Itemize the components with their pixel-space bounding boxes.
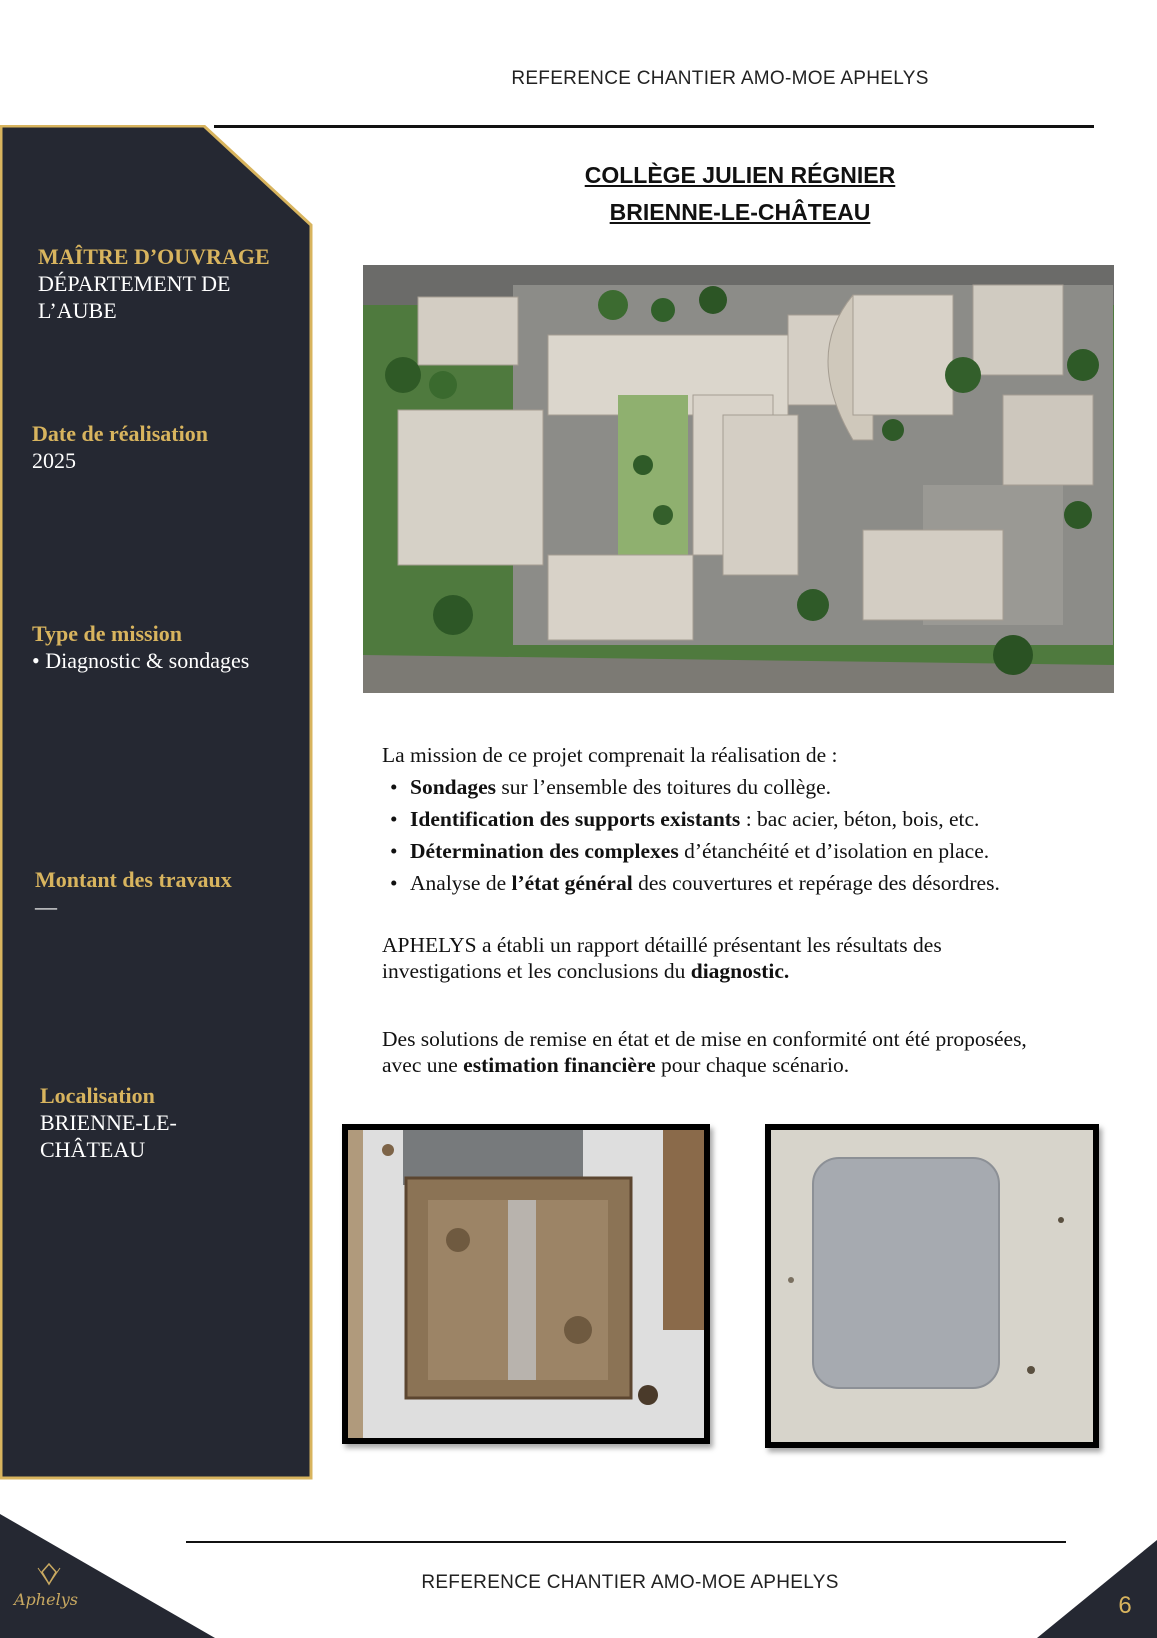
solutions-line-2-pre: avec une xyxy=(382,1053,464,1077)
list-item xyxy=(382,774,1102,800)
bullet-icon: • xyxy=(390,775,398,799)
sondage-photo xyxy=(342,1124,710,1444)
sidebar-shape xyxy=(0,125,314,1480)
montant-label: Montant des travaux xyxy=(35,867,232,892)
maitre-ouvrage-value-1: DÉPARTEMENT DE xyxy=(38,271,231,296)
report-line-2: investigations et les conclusions du xyxy=(382,959,691,983)
info-sidebar xyxy=(0,125,314,1480)
list-item-bold: l’état général xyxy=(511,871,633,895)
report-paragraph xyxy=(382,932,1102,984)
list-item-text: : bac acier, béton, bois, etc. xyxy=(740,807,980,831)
list-item xyxy=(382,838,1102,864)
title-line-2: BRIENNE-LE-CHÂTEAU xyxy=(609,199,871,225)
localisation-value-2: CHÂTEAU xyxy=(40,1137,146,1162)
localisation-label: Localisation xyxy=(40,1083,155,1108)
list-item-text: des couvertures et repérage des désordres. xyxy=(632,871,1000,895)
report-line-1: APHELYS a établi un rapport détaillé présentant les résultats des xyxy=(382,933,942,957)
solutions-line-1: Des solutions de remise en état et de mise en conformité ont été proposées, xyxy=(382,1027,1027,1051)
page-title xyxy=(480,157,1000,231)
mission-block xyxy=(32,620,249,674)
solutions-paragraph xyxy=(382,1026,1102,1078)
footer-title: REFERENCE CHANTIER AMO-MOE APHELYS xyxy=(421,1572,839,1593)
bullet-icon: • xyxy=(390,807,398,831)
report-bold: diagnostic. xyxy=(690,959,790,983)
solutions-bold: estimation financière xyxy=(463,1053,656,1077)
logo-text: Aphelys xyxy=(14,1590,78,1609)
list-item-text: d’étanchéité et d’isolation en place. xyxy=(678,839,990,863)
intro-text: La mission de ce projet comprenait la réalisation de : xyxy=(382,743,838,767)
footer-divider xyxy=(186,1541,1066,1543)
list-item-bold: Détermination des complexes xyxy=(410,839,679,863)
list-item-bold: Sondages xyxy=(410,775,497,799)
montant-value: — xyxy=(35,894,57,919)
list-item xyxy=(382,806,1102,832)
footer-right-triangle xyxy=(1037,1540,1157,1638)
solutions-line-2-post: pour chaque scénario. xyxy=(655,1053,850,1077)
date-label: Date de réalisation xyxy=(32,421,208,446)
title-line-1: COLLÈGE JULIEN RÉGNIER xyxy=(584,162,896,188)
aerial-photo xyxy=(363,265,1114,693)
page-number: 6 xyxy=(1118,1592,1132,1619)
bullet-icon: • xyxy=(390,871,398,895)
maitre-ouvrage-label: MAÎTRE D’OUVRAGE xyxy=(38,244,270,269)
date-block xyxy=(32,420,208,474)
mission-list xyxy=(382,774,1102,896)
maitre-ouvrage-value-2: L’AUBE xyxy=(38,298,117,323)
date-value: 2025 xyxy=(32,448,76,473)
header-title: REFERENCE CHANTIER AMO-MOE APHELYS xyxy=(511,68,929,89)
header-divider xyxy=(214,125,1094,128)
membrane-photo xyxy=(765,1124,1099,1448)
list-item-prefix: Analyse de xyxy=(410,871,512,895)
list-item-bold: Identification des supports existants xyxy=(410,807,741,831)
mission-description xyxy=(382,742,1102,1078)
maitre-ouvrage-block xyxy=(38,243,270,324)
localisation-value-1: BRIENNE-LE- xyxy=(40,1110,177,1135)
mission-label: Type de mission xyxy=(32,621,182,646)
localisation-block xyxy=(40,1082,177,1163)
montant-block xyxy=(35,866,232,920)
bullet-icon: • xyxy=(390,839,398,863)
list-item xyxy=(382,870,1102,896)
mission-value: • Diagnostic & sondages xyxy=(32,648,250,673)
list-item-text: sur l’ensemble des toitures du collège. xyxy=(496,775,831,799)
